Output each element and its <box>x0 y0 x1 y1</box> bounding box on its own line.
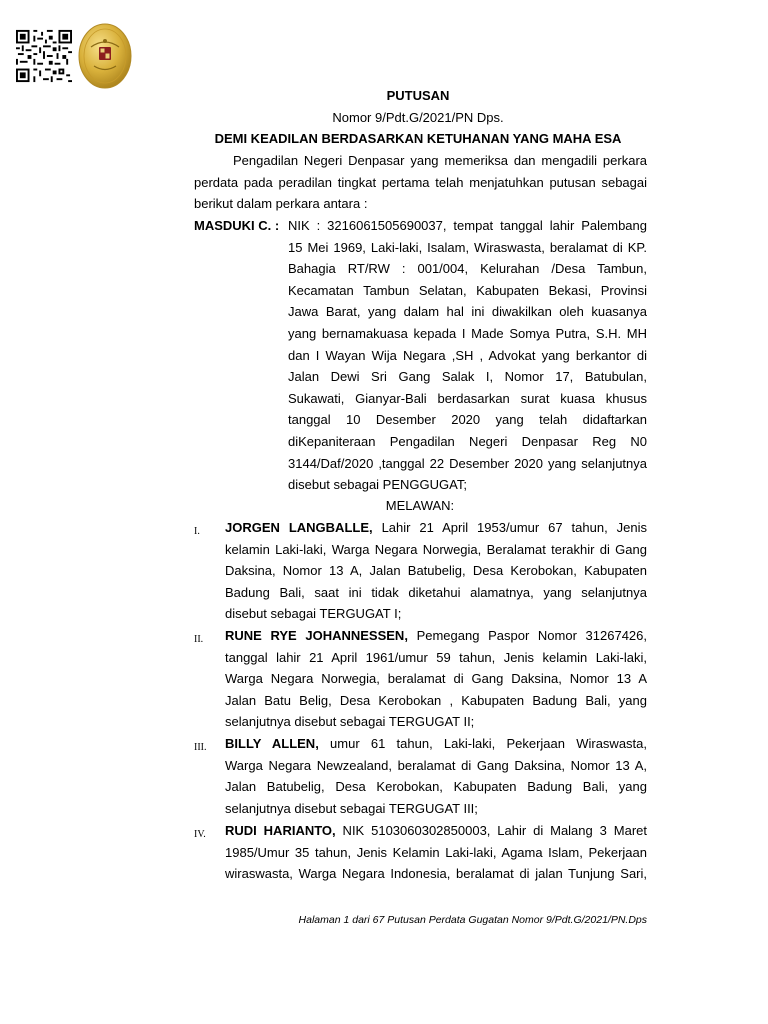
defendant-first-line: NIK 5103060302850003, Lahir di Malang 3 Maret <box>335 823 647 838</box>
defendant-line: Warga Negara Newzealand, beralamat di Gang Daksina, Nomor 13 A, <box>225 757 647 773</box>
plaintiff-line: Jawa Barat, yang dalam hal ini diwakilkan oleh kuasanya <box>288 304 647 320</box>
defendant-name: BILLY ALLEN, <box>225 736 319 751</box>
plaintiff-line: Sukawati, Gianyar-Bali berdasarkan surat kuasa khusus <box>288 390 647 406</box>
defendant-entry <box>194 820 647 885</box>
defendant-line: 1985/Umur 35 tahun, Jenis Kelamin Laki-laki, Agama Islam, Pekerjaan <box>225 844 647 860</box>
plaintiff-line: Kecamatan Tambun Selatan, Kabupaten Bekasi, Provinsi <box>288 282 647 298</box>
versus-heading: MELAWAN: <box>385 498 455 513</box>
page-footer: Halaman 1 dari 67 Putusan Perdata Gugatan Nomor 9/Pdt.G/2021/PN.Dps <box>298 914 647 926</box>
intro-line: perdata pada peradilan tingkat pertama telah menjatuhkan putusan sebagai <box>194 174 647 190</box>
qr-code-image <box>16 29 72 83</box>
defendant-first-line: Lahir 21 April 1953/umur 67 tahun, Jenis <box>372 520 647 535</box>
defendant-line: selanjutnya disebut sebagai TERGUGAT II; <box>225 714 475 730</box>
plaintiff-line: Jalan Dewi Sri Gang Salak I, Nomor 17, Batubulan, <box>288 369 647 385</box>
defendant-line: disebut sebagai TERGUGAT I; <box>225 606 402 622</box>
defendant-name: RUDI HARIANTO, <box>225 823 336 838</box>
plaintiff-line: 15 Mei 1969, Laki-laki, Isalam, Wiraswasta, beralamat di KP. <box>288 239 647 255</box>
defendant-number: IV. <box>194 829 206 840</box>
defendant-line: Jalan Batu Belig, Desa Kerobokan , Kabupaten Badung Bali, yang <box>225 692 647 708</box>
defendant-line: Warga Negara Norwegia, beralamat di Gang Daksina, Nomor 13 A <box>225 671 647 687</box>
plaintiff-line: dan I Wayan Wija Negara ,SH , Advokat yang berkantor di <box>288 347 647 363</box>
defendant-text <box>225 820 647 885</box>
plaintiff-line: NIK : 3216061505690037, tempat tanggal lahir Palembang <box>288 218 647 233</box>
intro-line: berikut dalam perkara antara : <box>194 196 368 212</box>
plaintiff-line: 3144/Daf/2020 ,tanggal 22 Desember 2020 yang selanjutnya <box>288 455 647 471</box>
defendant-line: Jalan Batubelig, Desa Kerobokan, Kabupaten Badung Bali, yang <box>225 779 647 795</box>
intro-line: Pengadilan Negeri Denpasar yang memeriksa dan mengadili perkara <box>233 153 647 168</box>
defendant-entry <box>194 625 647 733</box>
defendant-line: tanggal lahir 21 April 1961/umur 59 tahun, Jenis kelamin Laki-laki, <box>225 649 647 665</box>
plaintiff-line: diKepaniteraan Pengadilan Negeri Denpasar Reg N0 <box>288 433 647 449</box>
defendant-first-line: umur 61 tahun, Laki-laki, Pekerjaan Wiraswasta, <box>318 736 647 751</box>
defendant-text <box>225 625 647 733</box>
case-number: Nomor 9/Pdt.G/2021/PN Dps. <box>332 110 504 125</box>
plaintiff-line: Bahagia RT/RW : 001/004, Kelurahan /Desa Tambun, <box>288 261 647 277</box>
defendant-line: wiraswasta, Warga Negara Indonesia, beralamat di jalan Tunjung Sari, <box>225 866 647 882</box>
court-seal-logo <box>78 23 132 89</box>
plaintiff-line: yang bernamakuasa kepada I Made Somya Putra, S.H. MH <box>288 325 647 341</box>
defendant-number: III. <box>194 742 207 753</box>
defendant-line: Badung Bali, saat ini tidak diketahui alamatnya, yang selanjutnya <box>225 584 647 600</box>
defendant-entry <box>194 517 647 625</box>
defendant-text <box>225 517 647 625</box>
defendant-line: selanjutnya disebut sebagai TERGUGAT III; <box>225 800 478 816</box>
defendant-name: RUNE RYE JOHANNESSEN, <box>225 628 408 643</box>
defendant-name: JORGEN LANGBALLE, <box>225 520 373 535</box>
plaintiff-line: tanggal 10 Desember 2020 yang telah didaftarkan <box>288 412 647 428</box>
defendant-entry <box>194 733 647 819</box>
plaintiff-line: disebut sebagai PENGGUGAT; <box>288 477 467 493</box>
defendant-text <box>225 733 647 819</box>
invocation-heading: DEMI KEADILAN BERDASARKAN KETUHANAN YANG MAHA ESA <box>214 131 622 146</box>
defendant-line: kelamin Laki-laki, Warga Negara Norwegia, Beralamat terakhir di Gang <box>225 541 647 557</box>
plaintiff-details <box>288 215 647 496</box>
defendant-first-line: Pemegang Paspor Nomor 31267426, <box>407 628 647 643</box>
document-title: PUTUSAN <box>386 88 450 103</box>
intro-paragraph <box>194 150 647 215</box>
defendant-number: II. <box>194 634 204 645</box>
defendant-number: I. <box>194 526 200 537</box>
defendant-line: Daksina, Nomor 13 A, Jalan Batubelig, Desa Kerobokan, Kabupaten <box>225 563 647 579</box>
plaintiff-name: MASDUKI C. : <box>194 218 280 233</box>
